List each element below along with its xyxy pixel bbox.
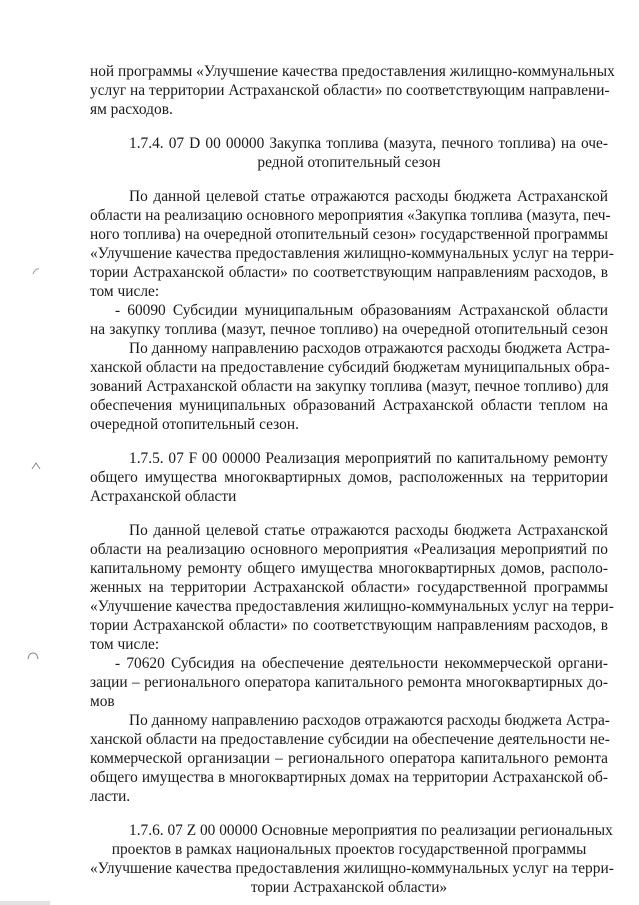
text-line: капитальному ремонту общего имущества многоквартирных домов, располо-	[90, 560, 608, 577]
text-line: ной программы «Улучшение качества предоставления жилищно-коммунальных	[90, 63, 615, 80]
text-line: - 70620 Субсидия на обеспечение деятельности некоммерческой органи-	[115, 655, 608, 672]
text-line: мов	[90, 693, 115, 710]
text-line: - 60090 Субсидии муниципальным образованиям Астраханской области	[115, 302, 608, 319]
section-heading: 1.7.6. 07 Z 00 00000 Основные мероприятия по реализации региональных	[129, 822, 613, 839]
section-heading: редной отопительный сезон	[257, 154, 441, 171]
scan-mark-icon	[26, 650, 40, 662]
text-line: тории Астраханской области» по соответствующим направлениям расходов, в	[90, 617, 608, 634]
text-line: области на реализацию основного мероприятия «Закупка топлива (мазута, печ-	[90, 207, 611, 224]
section-heading: 1.7.5. 07 F 00 00000 Реализация мероприятий по капитальному ремонту	[129, 450, 608, 467]
text-line: очередной отопительный сезон.	[90, 416, 299, 433]
section-heading: проектов в рамках национальных проектов государственной программы	[111, 841, 587, 858]
text-line: «Улучшение качества предоставления жилищно-коммунальных услуг на терри-	[90, 598, 614, 615]
section-heading: «Улучшение качества предоставления жилищно-коммунальных услуг на терри-	[90, 860, 614, 877]
section-heading: Астраханской области	[90, 488, 237, 505]
section-heading: 1.7.4. 07 D 00 00000 Закупка топлива (мазута, печного топлива) на оче-	[129, 135, 608, 152]
text-line: ного топлива) на очередной отопительный сезон» государственной программы	[90, 226, 609, 243]
text-line: зации – регионального оператора капитального ремонта многоквартирных до-	[90, 674, 608, 691]
text-line: ям расходов.	[90, 101, 173, 118]
text-line: «Улучшение качества предоставления жилищно-коммунальных услуг на терри-	[90, 245, 614, 262]
text-line: женных на территории Астраханской области» государственной программы	[90, 579, 608, 596]
text-line: на закупку топлива (мазут, печное топливо) на очередной отопительный сезон	[90, 321, 608, 338]
text-line: обеспечения муниципальных образований Астраханской области теплом на	[90, 397, 608, 414]
text-line: зований Астраханской области на закупку топлива (мазут, печное топливо) для	[90, 378, 609, 395]
section-heading: тории Астраханской области»	[250, 879, 448, 896]
text-line: ханской области на предоставление субсидии на обеспечение деятельности не-	[90, 731, 610, 748]
scan-mark-icon	[30, 460, 42, 472]
text-line: услуг на территории Астраханской области» по соответствующим направлени-	[90, 82, 610, 99]
scan-smudge	[0, 901, 50, 905]
text-line: ханской области на предоставление субсидий бюджетам муниципальных обра-	[90, 359, 610, 376]
text-line: коммерческой организации – регионального оператора капитального ремонта	[90, 750, 608, 767]
text-line: том числе:	[90, 636, 160, 653]
scan-mark-icon	[30, 265, 42, 277]
text-line: По данной целевой статье отражаются расходы бюджета Астраханской	[129, 188, 608, 205]
text-line: По данной целевой статье отражаются расходы бюджета Астраханской	[129, 522, 608, 539]
text-line: тории Астраханской области» по соответствующим направлениям расходов, в	[90, 264, 608, 281]
text-line: общего имущества в многоквартирных домах на территории Астраханской об-	[90, 769, 608, 786]
text-line: ласти.	[90, 788, 131, 805]
section-heading: общего имущества многоквартирных домов, расположенных на территории	[90, 469, 608, 486]
text-line: По данному направлению расходов отражаются расходы бюджета Астра-	[129, 712, 610, 729]
text-line: области на реализацию основного мероприятия «Реализация мероприятий по	[90, 541, 608, 558]
text-line: том числе:	[90, 283, 160, 300]
text-line: По данному направлению расходов отражаются расходы бюджета Астра-	[129, 340, 610, 357]
